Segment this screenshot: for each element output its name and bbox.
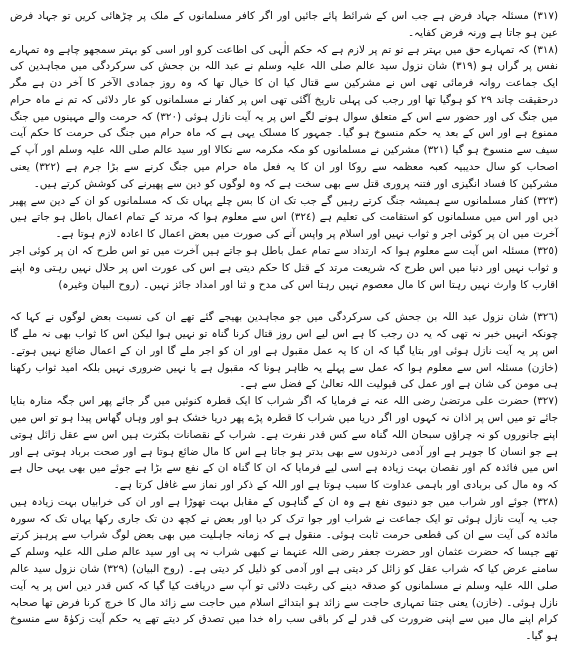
footnote-323: (٣٢٣) کفار مسلمانوں سے ہمیشہ جنگ کرتے رہیں گے جب تک ان کا بس چلے یہاں تک کہ مسلمانوں کو ان کے دین سے پھیر دیں اور اس میں مسلمانوں کو استقامت کی تعلیم ہے (٣٢٤) اس سے معلوم ہوا کہ مرتد کے تمام اعمال باطل ہو جاتے ہیں آخرت میں ان پر کوئی اجر و ثواب نہیں اور اسلام پر واپس آنے کی صورت میں بعض اعمال کا اعادہ لازم ہوتا ہے۔ [10,194,558,241]
footnote-325: (٣٢٥) مسئلہ اس آیت سے معلوم ہوا کہ ارتداد سے تمام عمل باطل ہو جاتے ہیں آخرت میں تو اس طرح کہ ان پر کوئی اجر و ثواب نہیں اور دنیا میں اس طرح کہ شریعت مرتد کے قتل کا حکم دیتی ہے اس کی عورت اس پر حلال نہیں رہتی وہ اپنے اقارب کا وارث نہیں رہتا اس کا مال معصوم نہیں رہتا اس کی مدح و ثنا اور امداد جائز نہیں۔ (روح البیان وغیرہ) [10,244,558,291]
footnote-326: (٣٢٦) شان نزول عبد اللہ بن جحش کی سرکردگی میں جو مجاہدین بھیجے گئے تھے ان کی نسبت بعض لوگوں نے کہا کہ چونکہ انہیں خبر نہ تھی کہ یہ دن رجب کا ہے اس لیے اس روز قتال کرنا گناہ تو نہیں ہوا لیکن اس کا ثواب بھی نہ ملے گا اس پر یہ آیت نازل ہوئی اور بتایا گیا کہ ان کا یہ عمل مقبول ہے اور ان کو اجر ملے گا اور ان کے اعمال ضائع نہیں ہوتے۔ (خازن) مسئلہ اس سے معلوم ہوا کہ عمل سے پہلے یہ ظاہر ہونا کہ مقبول ہے یا نہیں ضروری نہیں بلکہ امید ثواب رکھنا ہی مومن کی شان ہے اور عمل کی قبولیت اللہ تعالیٰ کے فضل سے ہے۔ [10,311,558,391]
footnote-327: (٣٢٧) حضرت علی مرتضیٰ رضی اللہ عنہ نے فرمایا کہ اگر شراب کا ایک قطرہ کنوئیں میں گر جائے پھر اس جگہ منارہ بنایا جائے تو میں اس پر اذان نہ کہوں اور اگر دریا میں شراب کا قطرہ پڑے پھر دریا خشک ہو اور وہاں گھاس پیدا ہو تو اس میں اپنے جانوروں کو نہ چراؤں سبحان اللہ گناہ سے کس قدر نفرت ہے۔ شراب کے نقصانات بکثرت ہیں اس سے عقل زائل ہوتی ہے جو انسان کا جوہر ہے اور آدمی درندوں سے بھی بدتر ہو جاتا ہے اس کا مال ضائع ہوتا ہے اور صحت برباد ہوتی ہے اور اس میں فائدہ کم اور نقصان بہت زیادہ ہے اسی لیے فرمایا کہ ان کا گناہ ان کے نفع سے بڑا ہے جوئے میں بھی یہی حال ہے کہ وہ مال کی بربادی اور باہمی عداوت کا سبب ہوتا ہے اور اللہ کے ذکر اور نماز سے غافل کرتا ہے۔ [10,395,558,492]
footnote-317: (٣١٧) مسئلہ جہاد فرض ہے جب اس کے شرائط پائے جائیں اور اگر کافر مسلمانوں کے ملک پر چڑھائی کریں تو جہاد فرض عین ہو جاتا ہے ورنہ فرض کفایہ۔ [10,10,558,39]
footnote-318: (٣١٨) کہ تمہارے حق میں بہتر ہے تو تم پر لازم ہے کہ حکم الٰہی کی اطاعت کرو اور اسی کو بہتر سمجھو چاہے وہ تمہارے نفس پر گراں ہو (٣١٩) شان نزول سید عالم صلی اللہ علیہ وسلم نے عبد اللہ بن جحش کی سرکردگی میں مجاہدین کی ایک جماعت روانہ فرمائی تھی اس نے مشرکین سے قتال کیا ان کا خیال تھا کہ وہ روز جمادی الآخر کا آخر دن ہے مگر درحقیقت چاند ٢٩ کو ہوگیا تھا اور رجب کی پہلی تاریخ آگئی تھی اس پر کفار نے مسلمانوں کو عار دلائی کہ تم نے ماہ حرام میں جنگ کی اور حضور سے اس کے متعلق سوال ہونے لگے اس پر یہ آیت نازل ہوئی (٣٢٠) کہ حرمت والے مہینوں میں جنگ ممنوع ہے اور اس کے بعد یہ حکم منسوخ ہو گیا۔ جمہور کا مسلک یہی ہے کہ ماہ حرام میں جنگ کی حرمت کا حکم آیت سیف سے منسوخ ہو گیا (٣٢١) مشرکین نے مسلمانوں کو مکہ مکرمہ سے نکالا اور سید عالم صلی اللہ علیہ وسلم اور آپ کے اصحاب کو سال حدیبیہ کعبہ معظمہ سے روکا اور ان کا یہ فعل ماہ حرام میں جنگ کرنے سے بڑا جرم ہے (٣٢٢) یعنی مشرکین کا فساد انگیزی اور فتنہ پروری قتل سے بھی سخت ہے کہ وہ لوگوں کو دین سے پھیرنے کی کوشش کرتے ہیں۔ [10,43,559,190]
footnotes-upper-block [10,8,558,293]
paragraph-gap [10,293,558,309]
footnote-328: (٣٢٨) جوئے اور شراب میں جو دنیوی نفع ہے وہ ان کے گناہوں کے مقابل بہت تھوڑا ہے اور ان کی خرابیاں بہت زیادہ ہیں جب یہ آیت نازل ہوئی تو ایک جماعت نے شراب اور جوا ترک کر دیا اور بعض نے کچھ دن تک جاری رکھا یہاں تک کہ سورہ مائدہ کی آیت سے ان کی قطعی حرمت ثابت ہوئی۔ منقول ہے کہ زمانہ جاہلیت میں بھی بعض لوگ شراب سے پرہیز کرتے تھے جیسا کہ حضرت عثمان اور حضرت جعفر رضی اللہ عنہما نے کبھی شراب نہ پی اور سید عالم صلی اللہ علیہ وسلم کے سامنے عرض کیا کہ شراب عقل کو زائل کر دیتی ہے اور آدمی کو ذلیل کر دیتی ہے۔ (روح البیان) (٣٢٩) شان نزول سید عالم صلی اللہ علیہ وسلم نے مسلمانوں کو صدقہ دینے کی رغبت دلائی تو آپ سے دریافت کیا گیا کہ کس قدر دیں اس پر یہ آیت نازل ہوئی۔ (خازن) یعنی جتنا تمہاری حاجت سے زائد ہو ابتدائے اسلام میں حاجت سے زائد مال کا خرچ کرنا فرض تھا صحابہ کرام اپنے مال میں سے اپنی ضرورت کی قدر لے کر باقی سب راہ خدا میں تصدق کر دیتے تھے یہ حکم آیت زکوٰۃ سے منسوخ ہو گیا۔ [10,495,559,643]
footnotes-lower-block [10,309,558,645]
